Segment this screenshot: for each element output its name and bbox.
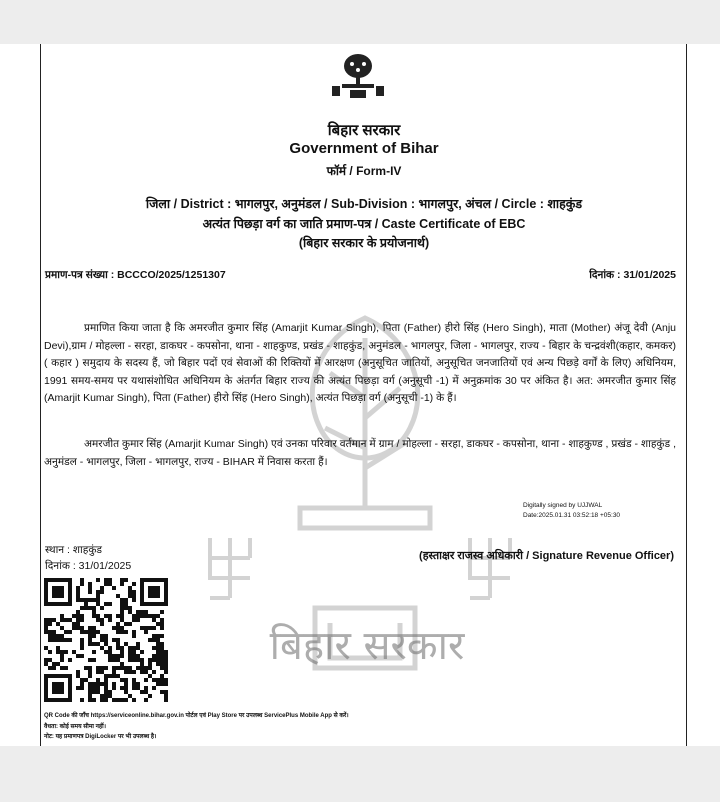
purpose-line: (बिहार सरकार के प्रयोजनार्थ): [298, 236, 430, 250]
digital-signer: Digitally signed by UJJWAL: [523, 502, 603, 509]
state-name-english: Government of Bihar: [289, 140, 439, 157]
signatory-label: (हस्ताक्षर राजस्व अधिकारी / Signature Revenue Officer): [419, 550, 674, 562]
digital-sign-date: Date:2025.01.31 03:52:18 +05:30: [523, 512, 621, 519]
certificate-number: प्रमाण-पत्र संख्या : BCCCO/2025/1251307: [45, 269, 226, 281]
certification-paragraph: प्रमाणित किया जाता है कि अमरजीत कुमार सिंह (Amarjit Kumar Singh), पिता (Father) हीरो सिंह (Hero Singh), माता (Mother) अंजू देवी (Anju Devi),ग्राम / मोहल्ला - सरहा, डाकघर - कपसोना, थाना - शाहकुण्ड, प्रखंड - शाहकुंड, अनुमंडल - भागलपुर, जिला - भागलपुर, राज्य - बिहार के चन्द्रवंशी(कहार, कमकर) ( कहार ) समुदाय के सदस्य हैं, जो बिहार पदों एवं सेवाओं की रिक्तियों में आरक्षण (अनुसूचित जातियों, अनुसूचित जनजातियों एवं अन्य पिछड़े वर्गों के लिए) अधिनियम, 1991 समय-समय पर यथासंशोधित अधिनियम के अंतर्गत बिहार राज्य की अत्यंत पिछड़ा वर्ग (अनुसूची -1) में अनुक्रमांक 30 पर अंकित है। अत: अमरजीत कुमार सिंह (Amarjit Kumar Singh), पिता (Father) हीरो सिंह (Hero Singh), अत्यंत पिछड़ा वर्ग (अनुसूची -1) के हैं।: [44, 322, 676, 404]
place-date-block: [45, 542, 131, 574]
swastika-icon: [210, 538, 250, 598]
issue-date: दिनांक : 31/01/2025: [45, 560, 132, 572]
bihar-emblem-icon: [330, 52, 386, 100]
digital-signature: [523, 501, 620, 521]
certificate-title: अत्यंत पिछड़ा वर्ग का जाति प्रमाण-पत्र / Caste Certificate of EBC: [202, 217, 526, 231]
place: स्थान : शाहकुंड: [45, 544, 102, 556]
location-line: जिला / District : भागलपुर, अनुमंडल / Sub-Division : भागलपुर, अंचल / Circle : शाहकुंड: [145, 197, 583, 211]
footer-notes: [44, 711, 349, 743]
validity-note: वैधता: कोई समय सीमा नहीं।: [44, 723, 106, 730]
qr-code-icon: [44, 578, 168, 702]
certificate-page: [0, 44, 720, 746]
certificate-date: दिनांक : 31/01/2025: [589, 269, 676, 281]
residence-paragraph: अमरजीत कुमार सिंह (Amarjit Kumar Singh) एवं उनका परिवार वर्तमान में ग्राम / मोहल्ला - सरहा, डाकघर - कपसोना, थाना - शाहकुण्ड , प्रखंड - शाहकुंड , अनुमंडल - भागलपुर, जिला - भागलपुर, राज्य - BIHAR में निवास करता हैं।: [44, 438, 676, 468]
form-label: फॉर्म / Form-IV: [326, 164, 402, 178]
qr-note: QR Code की जाँच https://serviceonline.bihar.gov.in पोर्टल एवं Play Store पर उपलब्ध ServicePlus Mobile App से करें।: [44, 713, 349, 719]
watermark-text: बिहार सरकार: [269, 623, 465, 669]
digilocker-note: नोट: यह प्रमाणपत्र DigiLocker पर भी उपलब्ध है।: [44, 734, 157, 740]
state-name-hindi: बिहार सरकार: [327, 122, 401, 139]
